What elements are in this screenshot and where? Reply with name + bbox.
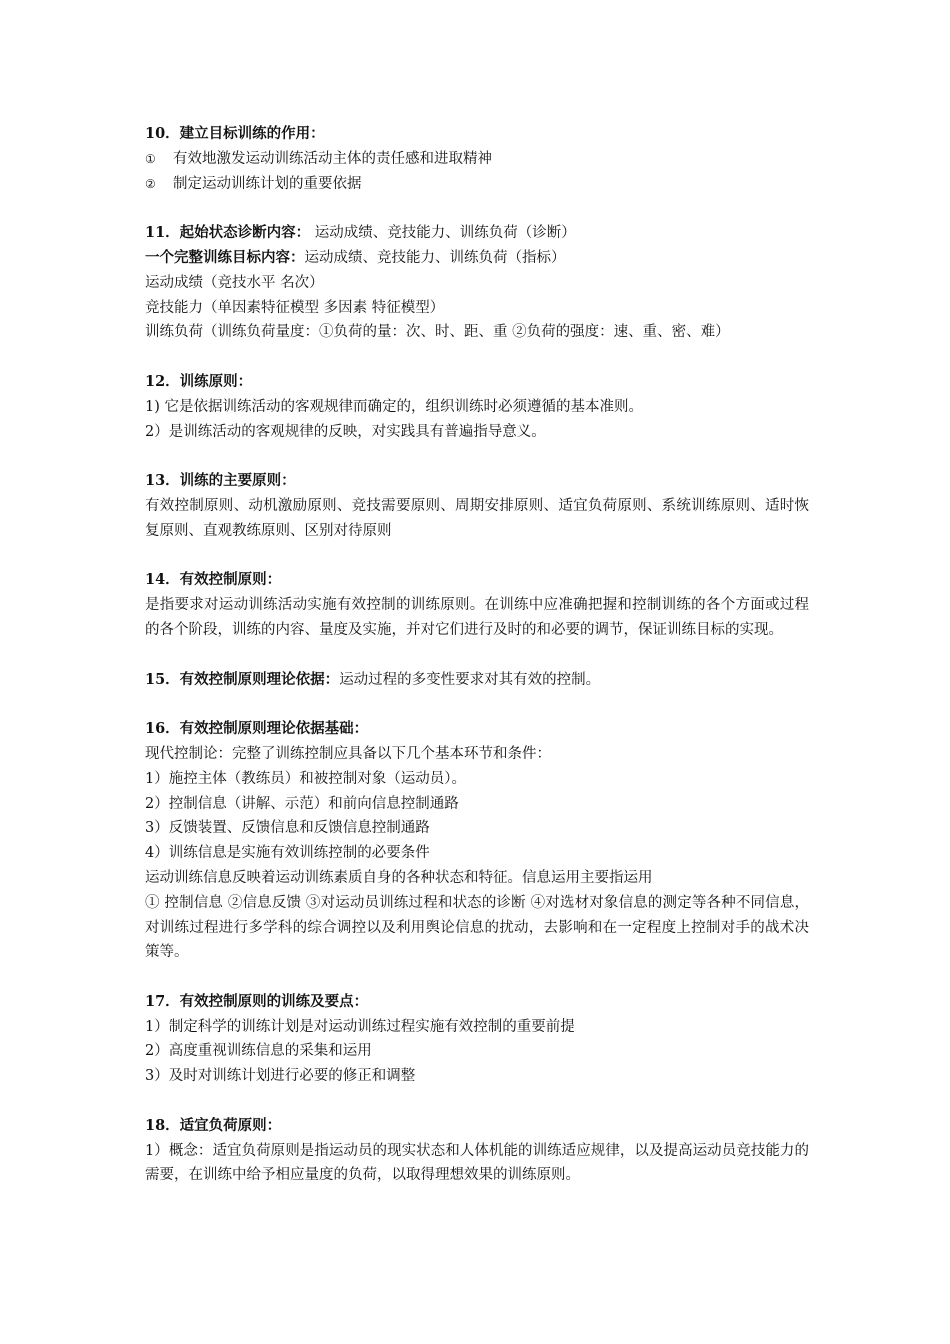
- section-15-rest: 运动过程的多变性要求对其有效的控制。: [339, 671, 601, 688]
- section-18-title: 18．适宜负荷原则：: [145, 1116, 282, 1134]
- text-line: 2）控制信息（讲解、示范）和前向信息控制通路: [145, 795, 459, 812]
- section-13-paragraph: 有效控制原则、动机激励原则、竞技需要原则、周期安排原则、适宜负荷原则、系统训练原则、适时恢复原则、直观教练原则、区别对待原则: [145, 497, 809, 539]
- section-10-title: 10．建立目标训练的作用：: [145, 125, 325, 142]
- text-line: 运动成绩（竞技水平 名次）: [145, 274, 324, 291]
- section-15-heading: [145, 668, 809, 693]
- text-line: 1）施控主体（教练员）和被控制对象（运动员）。: [145, 770, 466, 787]
- text-line: 2）是训练活动的客观规律的反映，对实践具有普遍指导意义。: [145, 423, 546, 440]
- section-11-sub-title: 一个完整训练目标内容：: [145, 248, 305, 266]
- text-line: 现代控制论：完整了训练控制应具备以下几个基本环节和条件：: [145, 745, 551, 762]
- circled-number: ②: [145, 176, 156, 191]
- section-11-subheading: [145, 246, 809, 271]
- section-16-title: 16．有效控制原则理论依据基础：: [145, 720, 369, 738]
- list-item: [145, 172, 809, 197]
- text-line: 1）制定科学的训练计划是对运动训练过程实施有效控制的重要前提: [145, 1018, 575, 1035]
- text-line: 1) 它是依据训练活动的客观规律而确定的，组织训练时必须遵循的基本准则。: [145, 398, 643, 415]
- list-item: [145, 147, 809, 172]
- text-line: 2）高度重视训练信息的采集和运用: [145, 1043, 372, 1060]
- circled-number: ①: [145, 151, 156, 166]
- section-11-title: 11．起始状态诊断内容：: [145, 224, 311, 242]
- section-14-title: 14．有效控制原则：: [145, 571, 282, 589]
- section-17-title: 17．有效控制原则的训练及要点：: [145, 992, 369, 1010]
- section-14-paragraph: 是指要求对运动训练活动实施有效控制的训练原则。在训练中应准确把握和控制训练的各个方面或过程的各个阶段，训练的内容、量度及实施，并对它们进行及时的和必要的调节，保证训练目标的实现。: [145, 597, 809, 638]
- section-11-heading: [145, 221, 809, 246]
- text-line: 竞技能力（单因素特征模型 多因素 特征模型）: [145, 299, 445, 316]
- text-line: 3）反馈装置、反馈信息和反馈信息控制通路: [145, 820, 430, 837]
- list-item-text: 有效地激发运动训练活动主体的责任感和进取精神: [173, 150, 492, 167]
- text-line: 运动训练信息反映着运动训练素质自身的各种状态和特征。信息运用主要指运用: [145, 869, 653, 886]
- document-page: [145, 122, 809, 1188]
- text-line: 3）及时对训练计划进行必要的修正和调整: [145, 1068, 416, 1085]
- text-line: 训练负荷（训练负荷量度：①负荷的量：次、时、距、重 ②负荷的强度：速、重、密、难）: [145, 324, 730, 341]
- section-13-title: 13．训练的主要原则：: [145, 472, 296, 490]
- text-line: 4）训练信息是实施有效训练控制的必要条件: [145, 845, 430, 862]
- section-15-title: 15．有效控制原则理论依据：: [145, 670, 340, 688]
- section-16-paragraph: ① 控制信息 ②信息反馈 ③对运动员训练过程和状态的诊断 ④对选材对象信息的测定等各种不同信息，对训练过程进行多学科的综合调控以及利用舆论信息的扰动，去影响和在一定程度上控制对手的战术决策等。: [145, 894, 809, 961]
- section-18-paragraph: 1）概念：适宜负荷原则是指运动员的现实状态和人体机能的训练适应规律，以及提高运动员竞技能力的需要，在训练中给予相应量度的负荷，以取得理想效果的训练原则。: [145, 1142, 809, 1184]
- section-11-sub-rest: 运动成绩、竞技能力、训练负荷（指标）: [304, 249, 566, 266]
- section-12-title: 12．训练原则：: [145, 372, 253, 390]
- list-item-text: 制定运动训练计划的重要依据: [173, 175, 362, 192]
- section-11-title-rest: 运动成绩、竞技能力、训练负荷（诊断）: [314, 225, 576, 242]
